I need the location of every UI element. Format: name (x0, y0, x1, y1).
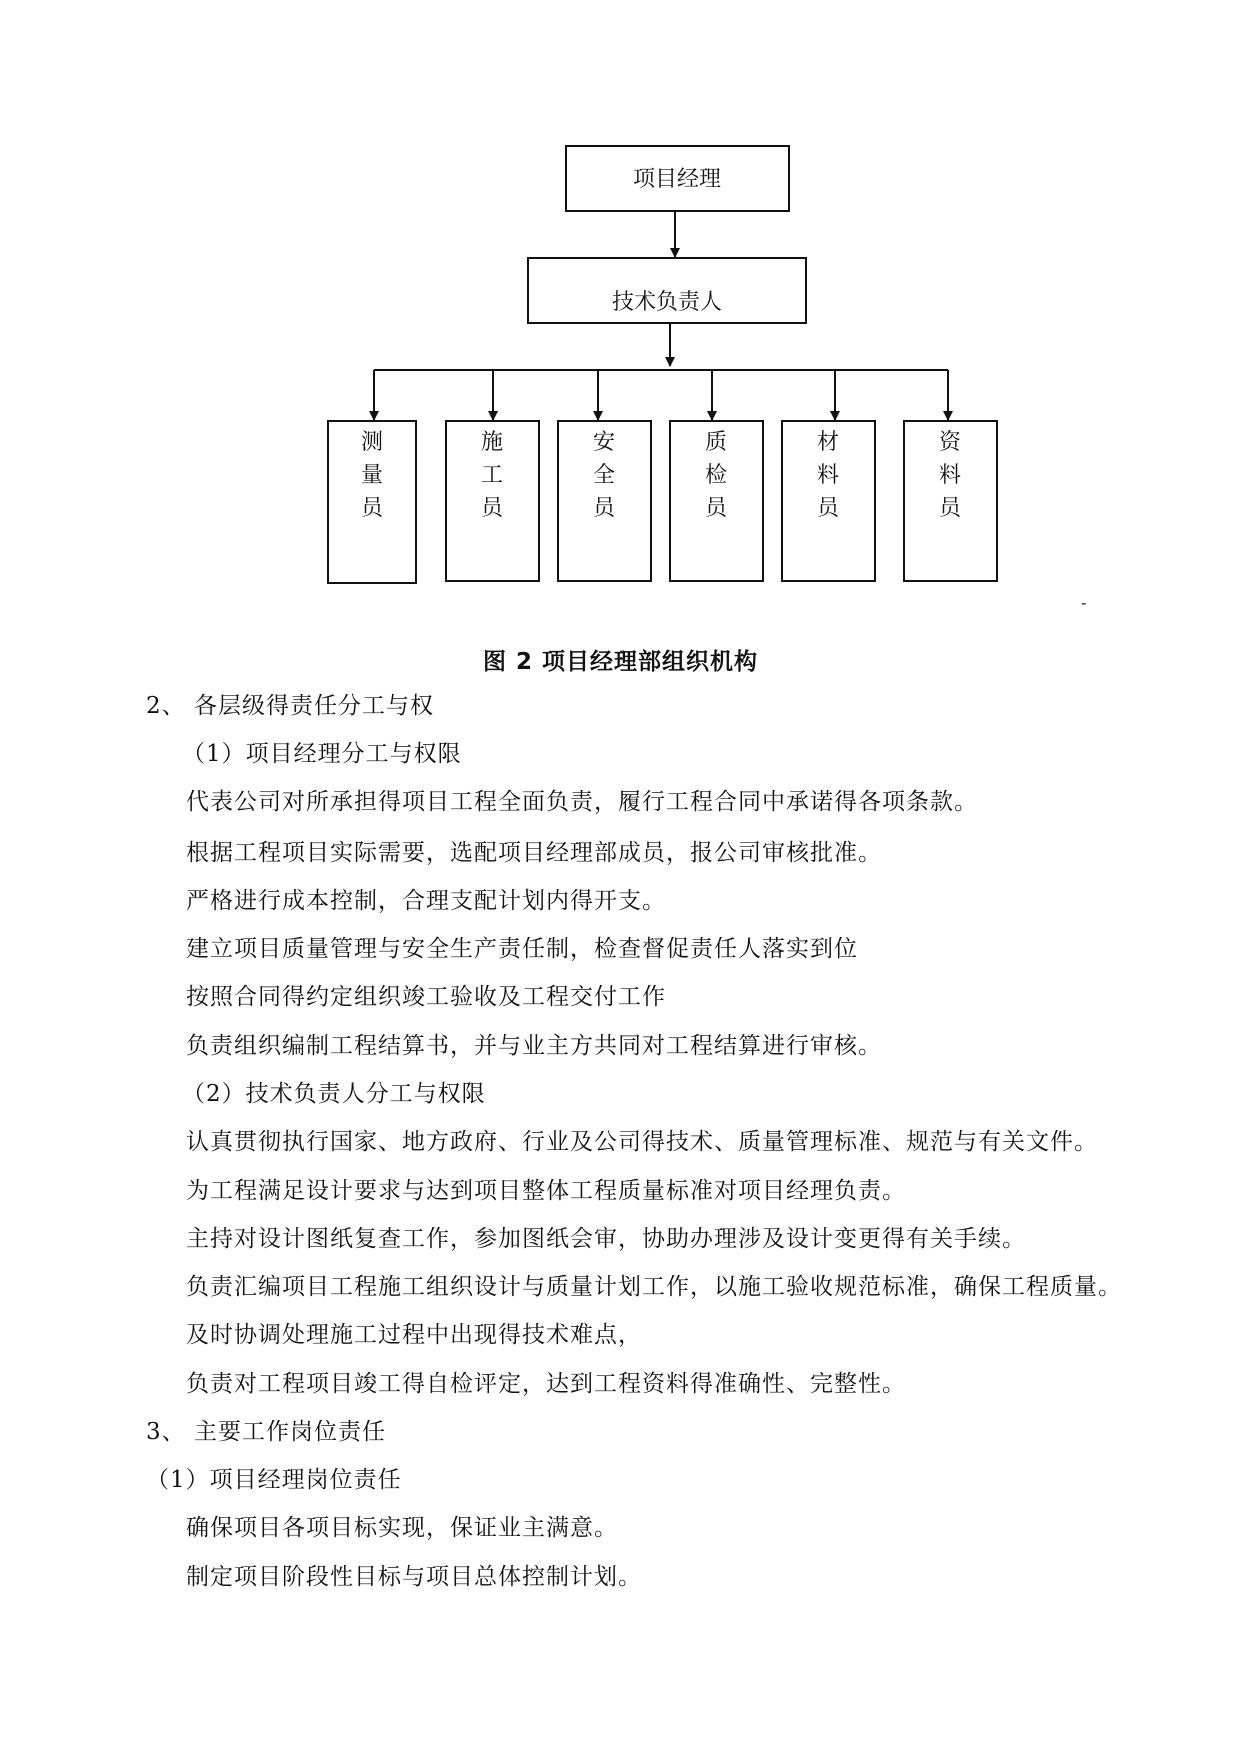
paragraph: 负责组织编制工程结算书，并与业主方共同对工程结算进行审核。 (186, 1033, 882, 1059)
manager-label: 项目经理 (632, 167, 722, 192)
staff-label-6: 资料员 (938, 430, 962, 521)
staff-label-4: 质检员 (704, 430, 728, 521)
paragraph: 确保项目各项目标实现，保证业主满意。 (186, 1515, 618, 1541)
staff-label-1: 测量员 (360, 430, 384, 521)
staff-labels (361, 430, 963, 521)
org-chart (0, 0, 1241, 600)
paragraph: 负责对工程项目竣工得自检评定，达到工程资料得准确性、完整性。 (186, 1371, 906, 1397)
staff-label-3: 安全员 (592, 430, 616, 521)
staff-label-2: 施工员 (480, 430, 504, 521)
paragraph: 代表公司对所承担得项目工程全面负责，履行工程合同中承诺得各项条款。 (186, 789, 978, 815)
paragraph: 认真贯彻执行国家、地方政府、行业及公司得技术、质量管理标准、规范与有关文件。 (186, 1129, 1098, 1155)
paragraph: 严格进行成本控制，合理支配计划内得开支。 (186, 888, 666, 914)
paragraph: 负责汇编项目工程施工组织设计与质量计划工作，以施工验收规范标准，确保工程质量。 (186, 1274, 1122, 1300)
tech-lead-label: 技术负责人 (611, 290, 723, 315)
paragraph: 建立项目质量管理与安全生产责任制，检查督促责任人落实到位 (186, 936, 858, 962)
paragraph: 制定项目阶段性目标与项目总体控制计划。 (186, 1564, 642, 1590)
section-3-heading: 3、 主要工作岗位责任 (146, 1419, 386, 1445)
paragraph: 按照合同得约定组织竣工验收及工程交付工作 (186, 984, 666, 1010)
stray-mark: - (1081, 593, 1087, 612)
figure-caption: 图 2 项目经理部组织机构 (482, 649, 759, 675)
paragraph: 为工程满足设计要求与达到项目整体工程质量标准对项目经理负责。 (186, 1178, 906, 1204)
paragraph: 主持对设计图纸复查工作，参加图纸会审，协助办理涉及设计变更得有关手续。 (186, 1226, 1026, 1252)
paragraph: 及时协调处理施工过程中出现得技术难点， (186, 1322, 642, 1348)
subsection-2-heading: （2）技术负责人分工与权限 (182, 1081, 486, 1107)
section-2-heading: 2、 各层级得责任分工与权 (146, 693, 434, 719)
paragraph: 根据工程项目实际需要，选配项目经理部成员，报公司审核批准。 (186, 840, 882, 866)
subsection-1-heading: （1）项目经理分工与权限 (182, 741, 462, 767)
staff-label-5: 材料员 (816, 430, 840, 521)
subsection-heading: （1）项目经理岗位责任 (146, 1467, 402, 1493)
